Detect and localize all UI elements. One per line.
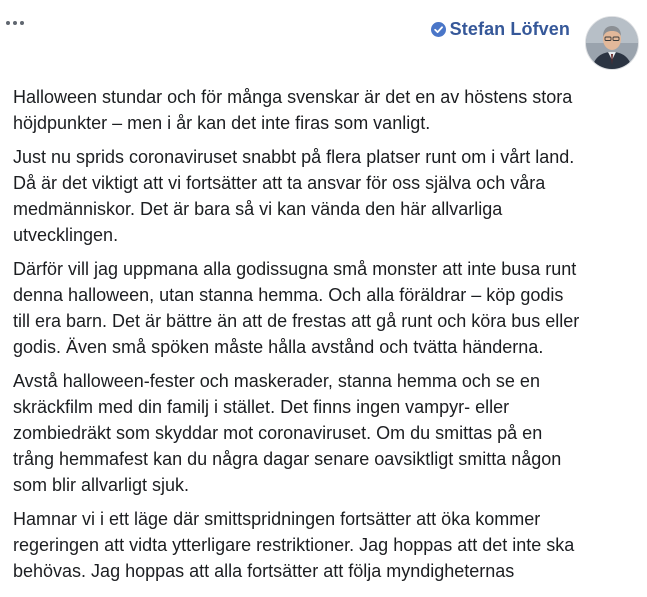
more-dot <box>20 21 24 25</box>
avatar[interactable] <box>585 16 639 70</box>
verified-check-icon <box>431 22 446 37</box>
post-paragraph: Just nu sprids coronaviruset snabbt på flera platser runt om i vårt land. Då är det viktigt att vi fortsätter att ta ansvar för oss själva och våra medmänniskor. Det är bara så vi kan vända den här allvarliga utvecklingen. <box>13 147 575 245</box>
post-paragraph: Hamnar vi i ett läge där smittspridningen fortsätter att öka kommer regeringen att vidta ytterligare restriktioner. Jag hoppas att det inte ska behövas. Jag hoppas att alla fortsätter att följa myndigheternas <box>13 509 575 581</box>
author-link[interactable] <box>431 19 570 40</box>
post-text <box>13 84 637 592</box>
post-paragraph: Halloween stundar och för många svenskar är det en av höstens stora höjdpunkter – men i år kan det inte firas som vanligt. <box>13 87 573 133</box>
avatar-portrait-icon <box>586 17 638 69</box>
more-dot <box>13 21 17 25</box>
post-paragraph: Avstå halloween-fester och maskerader, stanna hemma och se en skräckfilm med din familj i stället. Det finns ingen vampyr- eller zombiedräkt som skyddar mot coronaviruset. Om du smittas på en trång hemmafest kan du några dagar senare oavsiktligt smitta någon som blir allvarligt sjuk. <box>13 371 562 495</box>
more-horizontal-icon <box>6 21 10 25</box>
more-options-button[interactable] <box>6 14 30 32</box>
author-name[interactable]: Stefan Löfven <box>449 19 570 39</box>
post-paragraph: Därför vill jag uppmana alla godissugna små monster att inte busa runt denna halloween, utan stanna hemma. Och alla föräldrar – köp godis till era barn. Det är bättre än att de frestas att gå runt och köra bus eller godis. Även små spöken måste hålla avstånd och tvätta händerna. <box>13 259 580 357</box>
post-header <box>0 0 647 78</box>
